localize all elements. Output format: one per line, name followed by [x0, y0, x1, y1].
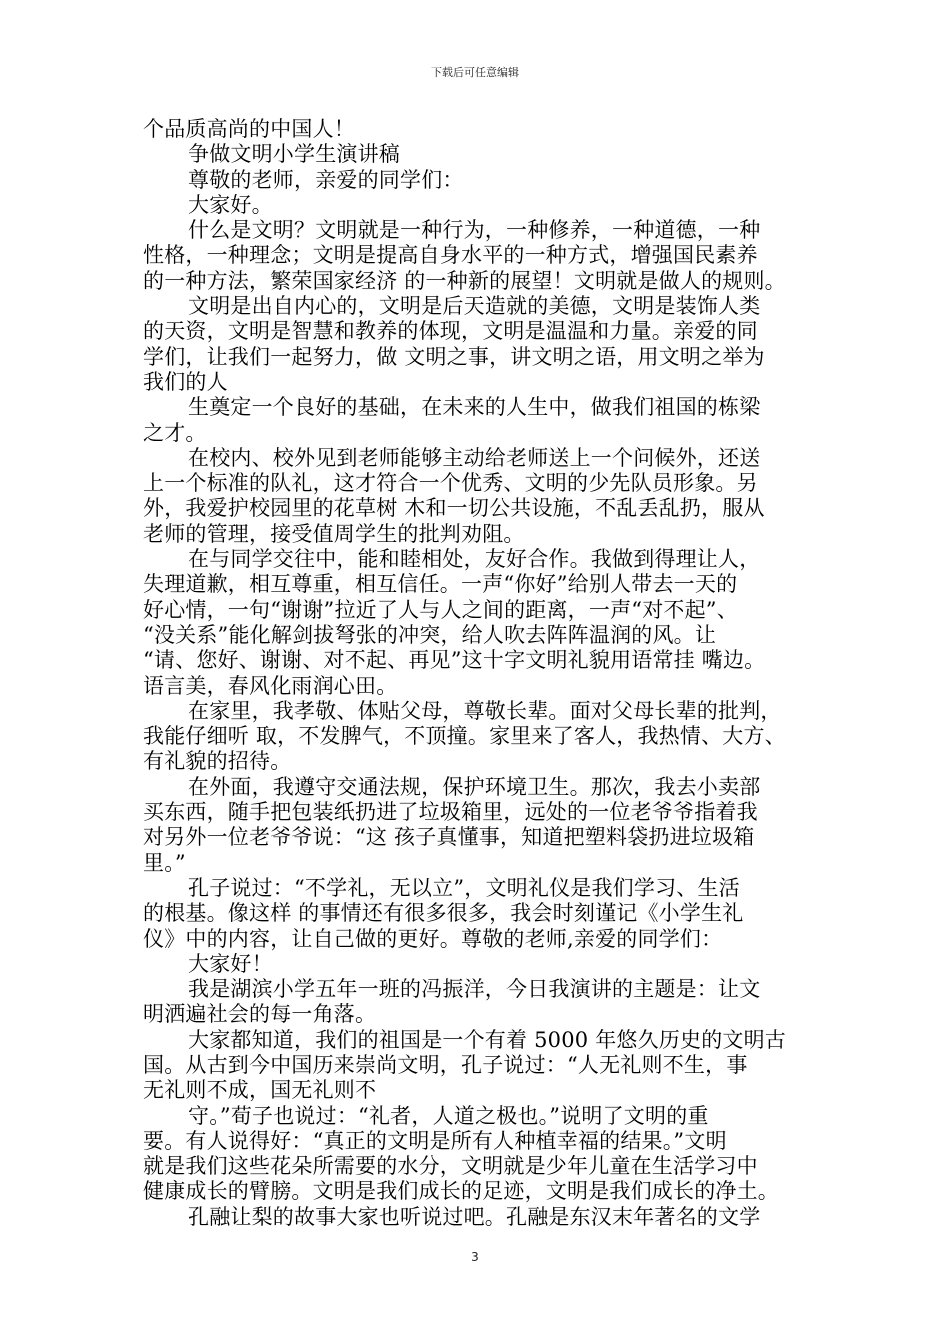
text-line: 在与同学交往中，能和睦相处，友好合作。我做到得理让人， [188, 547, 761, 572]
text-line: 外，我爱护校园里的花草树 木和一切公共设施，不乱丢乱扔，服从 [143, 496, 765, 521]
text-line: 有礼貌的招待。 [143, 749, 292, 774]
page-header-note: 下载后可任意编辑 [431, 66, 519, 79]
text-line: 在外面，我遵守交通法规，保护环境卫生。那次，我去小卖部 [188, 774, 761, 799]
text-line: 我能仔细听 取，不发脾气，不顶撞。家里来了客人，我热情、大方、 [143, 724, 786, 749]
text-line: 生奠定一个良好的基础，在未来的人生中，做我们祖国的栋梁 [188, 395, 761, 420]
text-line: 什么是文明？文明就是一种行为，一种修养，一种道德，一种 [188, 218, 761, 243]
text-line: 的一种方法，繁荣国家经济 的一种新的展望！文明就是做人的规则。 [143, 268, 786, 293]
text-line: 语言美，春风化雨润心田。 [143, 673, 398, 698]
text-line: 性格，一种理念；文明是提高自身水平的一种方式，增强国民素养 [143, 243, 758, 268]
text-line: 里。” [143, 850, 186, 875]
text-line: 大家都知道，我们的祖国是一个有着 5000 年悠久历史的文明古 [188, 1027, 786, 1052]
text-line: 健康成长的臂膀。文明是我们成长的足迹，文明是我们成长的净土。 [143, 1179, 779, 1204]
page-number: 3 [471, 1250, 479, 1264]
text-line: 争做文明小学生演讲稿 [188, 142, 400, 167]
text-line: 国。从古到今中国历来崇尚文明，孔子说过：“人无礼则不生，事 [143, 1052, 748, 1077]
text-line: 无礼则不成，国无礼则不 [143, 1078, 377, 1103]
text-line: 学们，让我们一起努力，做 文明之事，讲文明之语，用文明之举为 [143, 344, 765, 369]
text-line: 守。”荀子也说过：“礼者，人道之极也。”说明了文明的重 [188, 1103, 709, 1128]
text-line: 在校内、校外见到老师能够主动给老师送上一个问候外，还送 [188, 445, 761, 470]
text-line: 孔子说过：“不学礼，无以立”，文明礼仪是我们学习、生活 [188, 875, 740, 900]
text-line: 买东西，随手把包装纸扔进了垃圾箱里，远处的一位老爷爷指着我 [143, 800, 758, 825]
text-line: 文明是出自内心的，文明是后天造就的美德，文明是装饰人类 [188, 294, 761, 319]
text-line: 我是湖滨小学五年一班的冯振洋，今日我演讲的主题是：让文 [188, 977, 761, 1002]
text-line: 孔融让梨的故事大家也听说过吧。孔融是东汉末年著名的文学 [188, 1204, 761, 1229]
text-line: 大家好！ [188, 951, 273, 976]
text-line: “请、您好、谢谢、对不起、再见”这十字文明礼貌用语常挂 嘴边。 [143, 648, 766, 673]
text-line: 好心情，一句“谢谢”拉近了人与人之间的距离，一声“对不起”、 [143, 597, 738, 622]
text-line: 我们的人 [143, 369, 228, 394]
text-line: 尊敬的老师，亲爱的同学们： [188, 167, 464, 192]
text-line: 的根基。像这样 的事情还有很多很多，我会时刻谨记《小学生礼 [143, 901, 744, 926]
text-line: 个品质高尚的中国人！ [143, 117, 355, 141]
text-line: 对另外一位老爷爷说：“这 孩子真懂事，知道把塑料袋扔进垃圾箱 [143, 825, 755, 850]
text-line: 明洒遍社会的每一角落。 [143, 1002, 377, 1027]
text-line: 要。有人说得好：“真正的文明是所有人种植幸福的结果。”文明 [143, 1128, 727, 1153]
document-body [143, 117, 823, 1230]
text-line: 在家里，我孝敬、体贴父母，尊敬长辈。面对父母长辈的批判， [188, 698, 782, 723]
text-line: 老师的管理，接受值周学生的批判劝阻。 [143, 521, 525, 546]
text-line: “没关系”能化解剑拔弩张的冲突，给人吹去阵阵温润的风。让 [143, 622, 717, 647]
text-line: 仪》中的内容，让自己做的更好。尊敬的老师,亲爱的同学们： [143, 926, 723, 951]
text-line: 之才。 [143, 420, 207, 445]
text-line: 大家好。 [188, 192, 273, 217]
text-line: 上一个标准的队礼，这才符合一个优秀、文明的少先队员形象。另 [143, 471, 758, 496]
text-line: 就是我们这些花朵所需要的水分，文明就是少年儿童在生活学习中 [143, 1154, 758, 1179]
text-line: 的天资，文明是智慧和教养的体现，文明是温温和力量。亲爱的同 [143, 319, 758, 344]
text-line: 失理道歉，相互尊重，相互信任。一声“你好”给别人带去一天的 [143, 572, 738, 597]
